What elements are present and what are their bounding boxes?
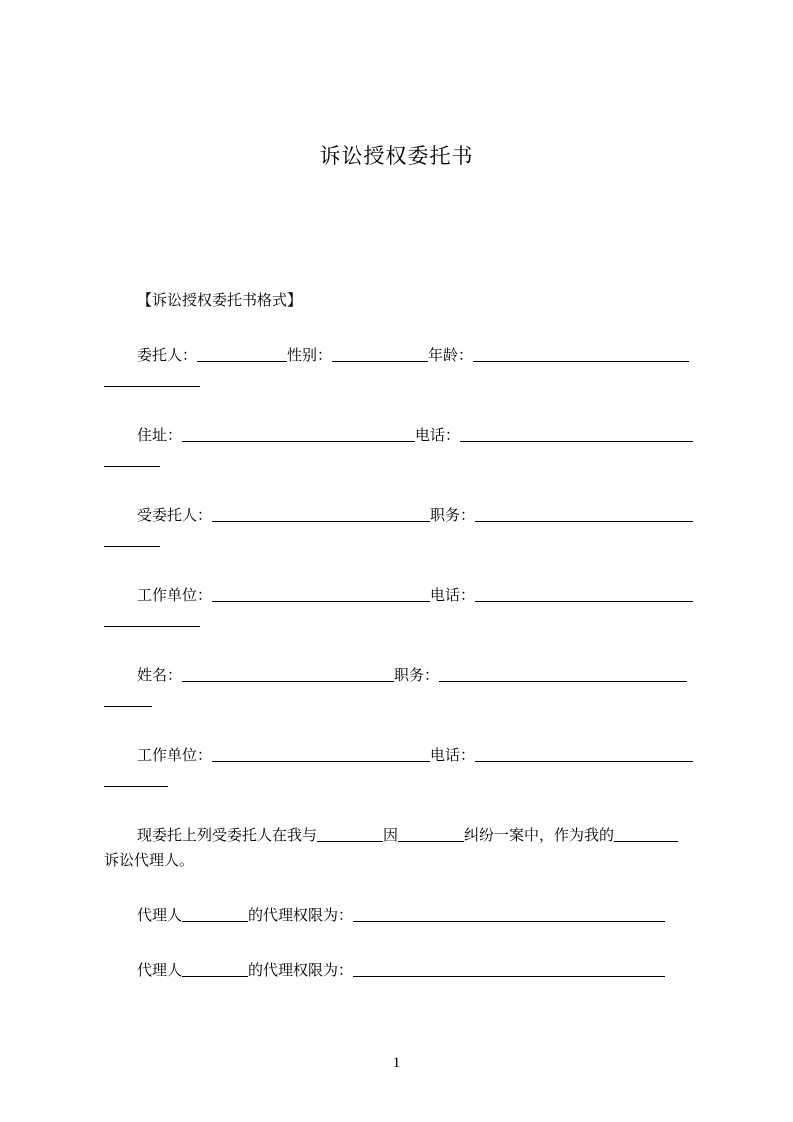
paragraph-party-blank	[317, 825, 383, 842]
authority-suffix-2: 的代理权限为：	[248, 961, 354, 979]
client-row	[137, 345, 689, 365]
age-label: 年龄：	[428, 346, 474, 364]
address-label: 住址：	[137, 426, 183, 444]
work-unit-phone-blank	[475, 585, 693, 602]
work-unit-row-2-continuation	[104, 770, 168, 787]
client-label: 委托人：	[137, 346, 198, 364]
agent-row	[137, 505, 693, 525]
agent-position-label: 职务：	[430, 506, 476, 524]
work-unit-row	[137, 585, 693, 605]
address-row	[137, 425, 693, 445]
name-position-label: 职务：	[394, 666, 440, 684]
work-unit-label: 工作单位：	[137, 586, 213, 604]
paragraph-role-blank	[614, 825, 678, 842]
client-row-continuation	[104, 370, 200, 387]
name-row	[137, 665, 687, 685]
name-position-blank	[439, 665, 687, 682]
authority-agent-blank-1	[182, 905, 248, 922]
client-blank	[197, 345, 287, 362]
work-unit-blank	[212, 585, 430, 602]
work-unit-label-2: 工作单位：	[137, 746, 213, 764]
name-label: 姓名：	[137, 666, 183, 684]
paragraph-part1: 现委托上列受委托人在我与	[137, 826, 318, 844]
paragraph-cause-blank	[398, 825, 464, 842]
work-unit-blank-2	[212, 745, 430, 762]
agent-label: 受委托人：	[137, 506, 213, 524]
address-phone-blank	[460, 425, 693, 442]
work-unit-row-2	[137, 745, 693, 765]
section-heading: 【诉讼授权委托书格式】	[137, 291, 303, 309]
paragraph-part2: 因	[383, 826, 399, 844]
work-unit-phone-label-2: 电话：	[430, 746, 476, 764]
gender-label: 性别：	[287, 346, 333, 364]
work-unit-phone-blank-2	[475, 745, 693, 762]
delegation-paragraph	[137, 825, 678, 845]
paragraph-part4: 诉讼代理人。	[104, 851, 195, 869]
name-blank	[182, 665, 394, 682]
address-row-continuation	[104, 450, 160, 467]
agent-blank	[212, 505, 430, 522]
address-phone-label: 电话：	[415, 426, 461, 444]
authority-line-2	[137, 960, 665, 980]
agent-position-blank	[475, 505, 693, 522]
authority-prefix-2: 代理人	[137, 961, 183, 979]
authority-scope-blank-2	[353, 960, 665, 977]
authority-scope-blank-1	[353, 905, 665, 922]
gender-blank	[332, 345, 428, 362]
name-row-continuation	[104, 690, 152, 707]
page-number: 1	[392, 1055, 401, 1071]
work-unit-row-continuation	[104, 610, 200, 627]
authority-suffix-1: 的代理权限为：	[248, 906, 354, 924]
paragraph-part3: 纠纷一案中，作为我的	[464, 826, 615, 844]
address-blank	[182, 425, 415, 442]
age-blank	[473, 345, 689, 362]
agent-row-continuation	[104, 530, 160, 547]
work-unit-phone-label: 电话：	[430, 586, 476, 604]
document-title: 诉讼授权委托书	[319, 144, 474, 168]
authority-line-1	[137, 905, 665, 925]
authority-agent-blank-2	[182, 960, 248, 977]
authority-prefix-1: 代理人	[137, 906, 183, 924]
